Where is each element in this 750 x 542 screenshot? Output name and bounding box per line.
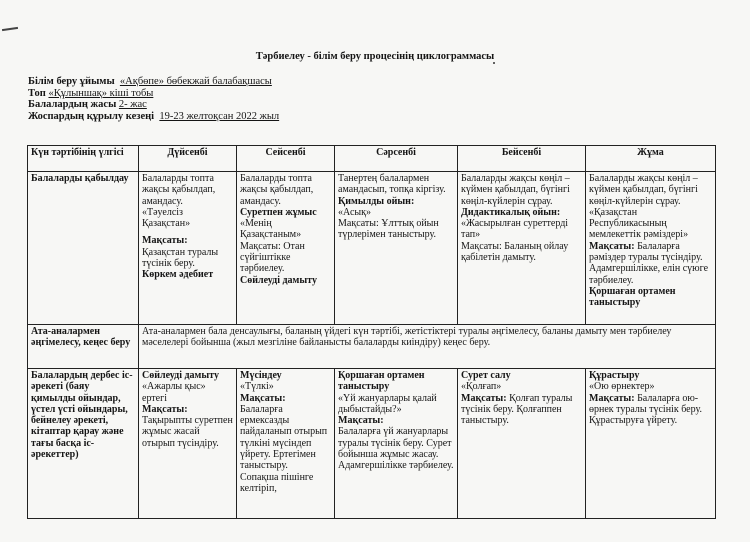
- meta-organization-value: «Ақбөпе» бөбекжай балабақшасы: [119, 76, 272, 87]
- cell-tuesday-reception: Балаларды топта жақсы қабылдап, амандасу. Суретпен жұмыс «Менің Қазақстаным» Мақсаты: Отан сүйгіштікке тәрбиелеу. Сөйлеуді дамыту: [237, 172, 335, 325]
- schedule-table: [27, 145, 716, 519]
- header-friday: Жұма: [586, 146, 716, 172]
- cell-tuesday-activity: Мүсіндеу «Түлкі» Мақсаты: Балаларға ермексазды пайдаланып отырып түлкіні мүсіндеп үйрету. Ертегімен таныстыру. Сопақша пішінге келтіріп,: [237, 369, 335, 519]
- table-row: [28, 325, 716, 369]
- scan-mark: [2, 27, 18, 31]
- cell-monday-reception: Балаларды топта жақсы қабылдап, амандасу. «Тәуелсіз Қазақстан» Мақсаты: Қазақстан туралы түсінік беру. Көркем әдебиет: [139, 172, 237, 325]
- cell-thursday-activity: Сурет салу «Қолғап» Мақсаты: Қолғап туралы түсінік беру. Қолғаппен таныстыру.: [458, 369, 586, 519]
- cell-friday-activity: Құрастыру «Ою өрнектер» Мақсаты: Балаларға ою-өрнек туралы түсінік беру. Құрастыруға үйрету.: [586, 369, 716, 519]
- meta-organization: Білім беру ұйымы «Ақбөпе» бөбекжай балабақшасы: [28, 76, 272, 87]
- scan-dot: [493, 62, 495, 64]
- row-head-reception: Балаларды қабылдау: [28, 172, 139, 325]
- meta-age: Балалардың жасы 2- жас: [28, 99, 147, 110]
- header-thursday: Бейсенбі: [458, 146, 586, 172]
- table-row: [28, 369, 716, 519]
- cell-friday-reception: Балаларды жақсы көңіл – күймен қабылдап, бүгінгі көңіл-күйлерін сұрау. «Қазақстан Республикасының мемлекеттік рәміздері» Мақсаты: Балаларға рәміздер туралы түсіндіру. Адамгершілікке, елін сүюге тәрбиелеу. Қоршаған ортамен таныстыру: [586, 172, 716, 325]
- cell-monday-activity: Сөйлеуді дамыту «Ажарлы қыс» ертегі Мақсаты: Тақырыпты суретпен жұмыс жасай отырып түсіндіру.: [139, 369, 237, 519]
- cell-parents-talk: Ата-аналармен бала денсаулығы, баланың үйдегі күн тәртібі, жетістіктері туралы әңгімелесу, баланы дамыту мен тәрбиелеу мәселелері бойынша (жыл мезгіліне байланысты балаларды киіндіру) кеңес беру.: [139, 325, 716, 369]
- meta-period: Жоспардың құрылу кезеңі 19-23 желтоқсан 2022 жыл: [28, 110, 280, 122]
- meta-period-value: 19-23 желтоқсан 2022 жыл: [159, 110, 280, 122]
- cell-thursday-reception: Балаларды жақсы көңіл – күймен қабылдап, бүгінгі көңіл-күйлерін сұрау. Дидактикалық ойын: «Жасырылған суреттерді тап» Мақсаты: Баланың ойлау қабілетін дамыту.: [458, 172, 586, 325]
- row-head-independent-activity: Балалардың дербес іс-әрекеті (баяу қимылды ойындар, үстел үсті ойындары, бейнелеу әрекеті, кітаптар қарау және тағы басқа іс-әрекеттер): [28, 369, 139, 519]
- cell-wednesday-activity: Қоршаған ортамен таныстыру «Үй жануарлары қалай дыбыстайды?» Мақсаты: Балаларға үй жануарлары туралы түсінік беру. Сурет бойынша жұмыс жасау. Адамгершілікке тәрбиелеу.: [335, 369, 458, 519]
- meta-age-value: 2- жас: [118, 99, 147, 110]
- meta-group: Топ «Құлыншақ» кіші тобы: [28, 87, 154, 99]
- header-monday: Дүйсенбі: [139, 146, 237, 172]
- document-title: Тәрбиелеу - білім беру процесінің циклограммасы: [255, 51, 495, 62]
- header-tuesday: Сейсенбі: [237, 146, 335, 172]
- table-header-row: [28, 146, 716, 172]
- table-row: [28, 172, 716, 325]
- header-schedule: Күн тәртібінің үлгісі: [28, 146, 139, 172]
- row-head-parents: Ата-аналармен әңгімелесу, кеңес беру: [28, 325, 139, 369]
- document-meta: [28, 76, 279, 122]
- meta-group-value: «Құлыншақ» кіші тобы: [48, 87, 154, 99]
- header-wednesday: Сәрсенбі: [335, 146, 458, 172]
- cell-wednesday-reception: Танертең балалармен амандасып, топқа кіргізу. Қимылды ойын: «Асық» Мақсаты: Ұлттық ойын түрлерімен таныстыру.: [335, 172, 458, 325]
